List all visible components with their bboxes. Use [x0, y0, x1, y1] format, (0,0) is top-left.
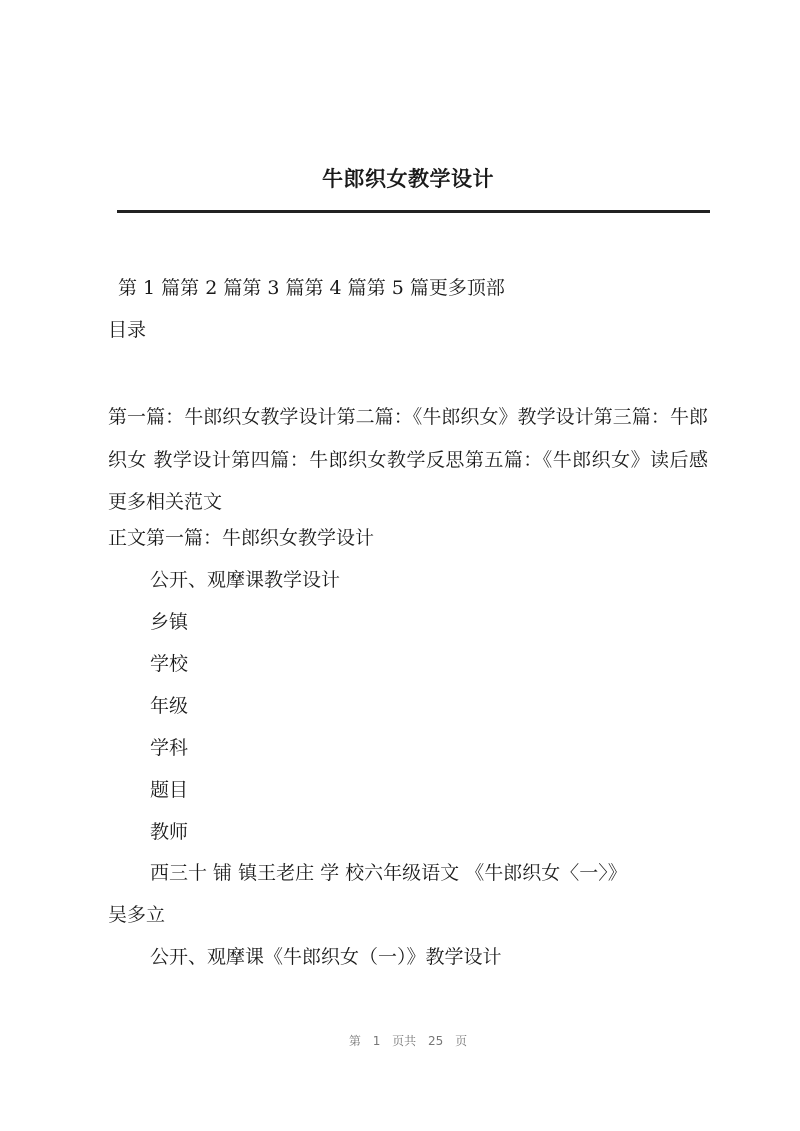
toc-entry-4[interactable]: 第四篇：牛郎织女教学反思: [231, 448, 465, 471]
body-line: 题目: [150, 779, 189, 801]
page-number: 第 1 页共 25 页: [348, 1034, 468, 1048]
body-line: 乡镇: [150, 611, 189, 633]
section-nav: [118, 274, 505, 302]
body-line: 公开、观摩课《牛郎织女（一）》教学设计: [150, 946, 502, 968]
section-heading: 正文第一篇：牛郎织女教学设计: [108, 527, 375, 549]
body-line: 学校: [150, 653, 189, 675]
document-title: 牛郎织女教学设计: [322, 167, 494, 191]
nav-link-part-5[interactable]: 第 5 篇: [366, 277, 429, 299]
nav-link-part-1[interactable]: 第 1 篇: [118, 277, 181, 299]
toc-entry-1[interactable]: 第一篇：牛郎织女教学设计: [108, 406, 337, 428]
toc-entry-3[interactable]: 第三篇：牛郎织女 教学设计: [108, 406, 708, 471]
body-line: 吴多立: [108, 904, 166, 926]
body-line: 西三十 铺 镇王老庄 学 校六年级语文 《牛郎织女〈一〉》: [150, 862, 627, 884]
body-line: 学科: [150, 737, 189, 759]
nav-link-part-2[interactable]: 第 2 篇: [180, 277, 243, 299]
nav-link-part-3[interactable]: 第 3 篇: [242, 277, 305, 299]
nav-link-part-4[interactable]: 第 4 篇: [304, 277, 367, 299]
nav-link-more[interactable]: 更多: [428, 277, 467, 299]
body-line: 公开、观摩课教学设计: [150, 569, 341, 591]
toc-heading: 目录: [108, 319, 147, 341]
body-line: 教师: [150, 821, 189, 843]
toc-more-link[interactable]: 更多相关范文: [108, 491, 223, 513]
title-underline: [117, 210, 710, 213]
body-line: 年级: [150, 695, 189, 717]
nav-link-top[interactable]: 顶部: [466, 277, 505, 299]
toc-entry-2[interactable]: 第二篇：《牛郎织女》教学设计: [336, 406, 594, 428]
toc-entry-5[interactable]: 第五篇：《牛郎织女》读后感: [464, 448, 708, 471]
toc-list: [108, 396, 708, 524]
